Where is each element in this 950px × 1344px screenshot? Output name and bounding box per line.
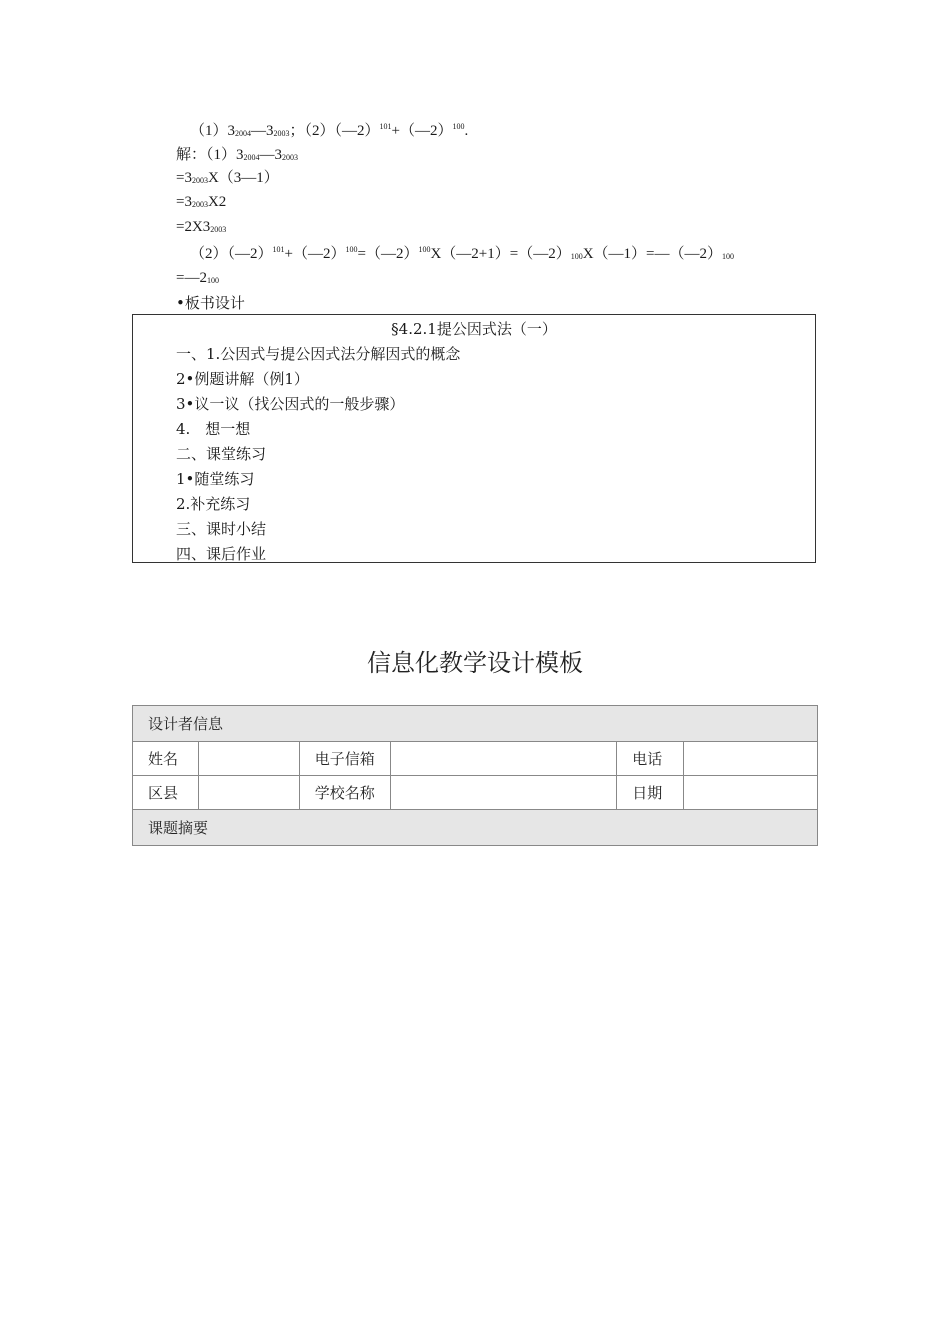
solution-text: X（3—1） (207, 170, 279, 186)
board-item: 1•随堂练习 (176, 470, 255, 488)
district-label: 区县 (133, 776, 199, 810)
solution-text: —3 (259, 147, 283, 163)
board-design-box (132, 314, 816, 563)
exponent: 100 (570, 252, 583, 261)
board-item: 二、课堂练习 (176, 445, 267, 463)
school-label: 学校名称 (299, 776, 390, 810)
problem-part1: （1）3 (190, 123, 236, 139)
exponent: 2004 (243, 153, 260, 162)
solution-line-2 (176, 168, 279, 191)
designer-info-table (132, 705, 818, 846)
problem-part2-mid: +（—2） (391, 123, 453, 139)
solution-line-1 (176, 145, 298, 168)
date-field[interactable] (684, 776, 818, 810)
board-item: 四、课后作业 (176, 545, 267, 563)
solution-line-6 (176, 268, 219, 291)
email-field[interactable] (390, 742, 617, 776)
exponent: 2004 (235, 129, 252, 138)
solution-line-5 (190, 240, 734, 267)
board-item: 一、1.公因式与提公因式法分解因式的概念 (176, 345, 461, 363)
exponent: 101 (272, 245, 285, 254)
exponent: 101 (379, 122, 392, 131)
exponent: 2003 (210, 225, 227, 234)
board-item: 2.补充练习 (176, 495, 251, 513)
solution-text: =2X3 (176, 219, 211, 235)
email-label: 电子信箱 (299, 742, 390, 776)
problem-part2-end: . (464, 123, 469, 139)
problem-part1-minus: —3 (251, 123, 274, 139)
date-label: 日期 (617, 776, 684, 810)
topic-summary-header: 课题摘要 (133, 810, 818, 846)
solution-line-3 (176, 192, 226, 215)
exponent: 2003 (282, 153, 299, 162)
solution-text: +（—2） (284, 246, 346, 262)
name-label: 姓名 (133, 742, 199, 776)
exponent: 100 (452, 122, 465, 131)
problem-part2: ；（2）（—2） (289, 123, 380, 139)
phone-label: 电话 (617, 742, 684, 776)
exponent: 100 (722, 252, 735, 261)
board-heading: •板书设计 (176, 294, 245, 312)
solution-text: =（—2） (357, 246, 419, 262)
solution-line-4 (176, 217, 226, 240)
board-item: 4. 想一想 (176, 420, 251, 438)
solution-text: （2）（—2） (190, 246, 273, 262)
template-title: 信息化教学设计模板 (367, 649, 583, 677)
exponent: 100 (345, 245, 358, 254)
exponent: 2003 (191, 176, 208, 185)
exponent: 100 (418, 245, 431, 254)
name-field[interactable] (198, 742, 299, 776)
district-field[interactable] (198, 776, 299, 810)
phone-field[interactable] (684, 742, 818, 776)
designer-info-header: 设计者信息 (133, 706, 818, 742)
solution-text: X（—1）=—（—2） (582, 246, 723, 262)
solution-text: =3 (176, 194, 192, 210)
exponent: 2003 (191, 200, 208, 209)
solution-text: X2 (207, 194, 227, 210)
solution-text: =3 (176, 170, 192, 186)
board-item: 3•议一议（找公因式的一般步骤） (176, 395, 405, 413)
school-field[interactable] (390, 776, 617, 810)
solution-text: 解：（1）3 (176, 147, 244, 163)
exponent: 100 (206, 276, 219, 285)
problem-statement (190, 117, 468, 144)
board-item: 2•例题讲解（例1） (176, 370, 309, 388)
solution-text: X（—2+1）=（—2） (430, 246, 571, 262)
board-title: §4.2.1提公因式法（一） (391, 320, 557, 338)
board-item: 三、课时小结 (176, 520, 267, 538)
solution-text: =—2 (176, 270, 207, 286)
exponent: 2003 (273, 129, 290, 138)
